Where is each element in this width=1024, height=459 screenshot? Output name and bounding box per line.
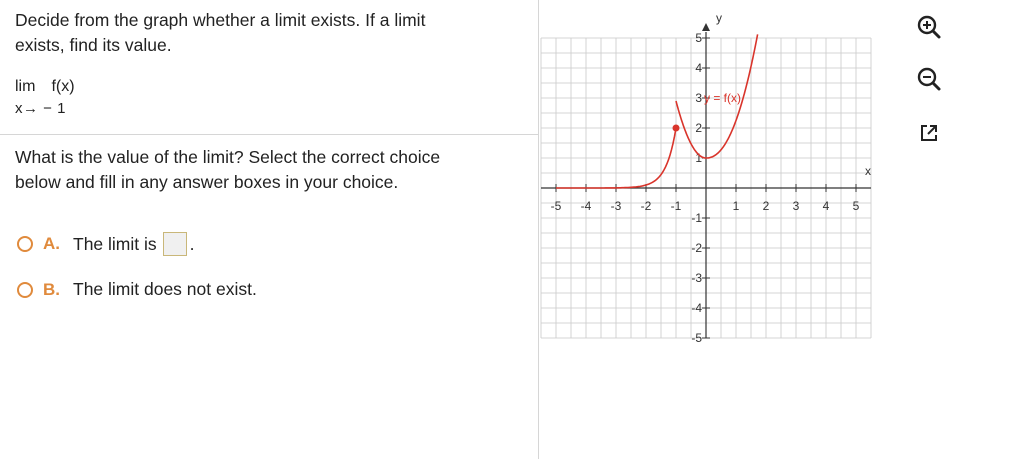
limit-answer-box[interactable] (163, 232, 187, 256)
choice-a-letter: A. (43, 234, 60, 253)
y-tick-label: -3 (691, 271, 702, 285)
curve-label: y = f(x) (704, 91, 742, 105)
x-axis-label: x (865, 164, 871, 178)
choice-a-suffix: . (189, 233, 195, 254)
question-line-1: Decide from the graph whether a limit exists. If a limit (15, 10, 426, 30)
x-tick-label: 2 (762, 199, 770, 213)
zoom-in-button[interactable] (914, 12, 944, 42)
section-divider (0, 134, 538, 135)
y-tick-label: 2 (695, 121, 702, 135)
choice-a[interactable] (17, 232, 195, 256)
choice-b-text: The limit does not exist. (73, 279, 257, 299)
lim-approach: x→ − 1 (15, 100, 66, 117)
zoom-out-button[interactable] (914, 64, 944, 94)
y-axis-label: y (716, 11, 722, 25)
x-tick-label: -4 (580, 199, 592, 213)
zoom-out-icon (916, 66, 942, 92)
graph-panel (550, 0, 900, 359)
y-tick-label: 1 (695, 151, 702, 165)
popout-button[interactable] (914, 118, 944, 148)
x-tick-label: 4 (822, 199, 830, 213)
function-graph (550, 0, 900, 359)
choice-b-radio[interactable] (17, 282, 33, 298)
choice-b[interactable] (17, 279, 257, 300)
x-tick-label: -5 (550, 199, 562, 213)
x-tick-label: -1 (670, 199, 682, 213)
question-line-2: exists, find its value. (15, 35, 172, 55)
popout-icon (917, 121, 941, 145)
lim-symbol: lim (15, 78, 36, 95)
y-tick-label: -2 (691, 241, 702, 255)
zoom-in-icon (916, 14, 942, 40)
instruction-line-1: What is the value of the limit? Select the correct choice (15, 147, 441, 167)
limit-expression (15, 78, 75, 117)
y-tick-label: -4 (691, 301, 702, 315)
x-tick-label: -3 (610, 199, 622, 213)
y-axis-arrow (702, 23, 710, 31)
y-tick-label: -5 (691, 331, 702, 345)
x-tick-label: -2 (640, 199, 652, 213)
choice-a-radio[interactable] (17, 236, 33, 252)
y-tick-label: 3 (695, 91, 702, 105)
closed-point (673, 125, 680, 132)
instruction-text (15, 145, 525, 195)
choice-b-letter: B. (43, 279, 60, 299)
y-tick-label: -1 (691, 211, 702, 225)
instruction-line-2: below and fill in any answer boxes in your choice. (15, 172, 399, 192)
x-tick-label: 1 (732, 199, 740, 213)
choice-a-text: The limit is (73, 233, 157, 254)
x-tick-label: 3 (792, 199, 800, 213)
lim-function: f(x) (51, 78, 75, 95)
y-tick-label: 4 (695, 61, 702, 75)
question-text (15, 8, 525, 58)
x-tick-label: 5 (852, 199, 860, 213)
y-tick-label: 5 (695, 31, 702, 45)
